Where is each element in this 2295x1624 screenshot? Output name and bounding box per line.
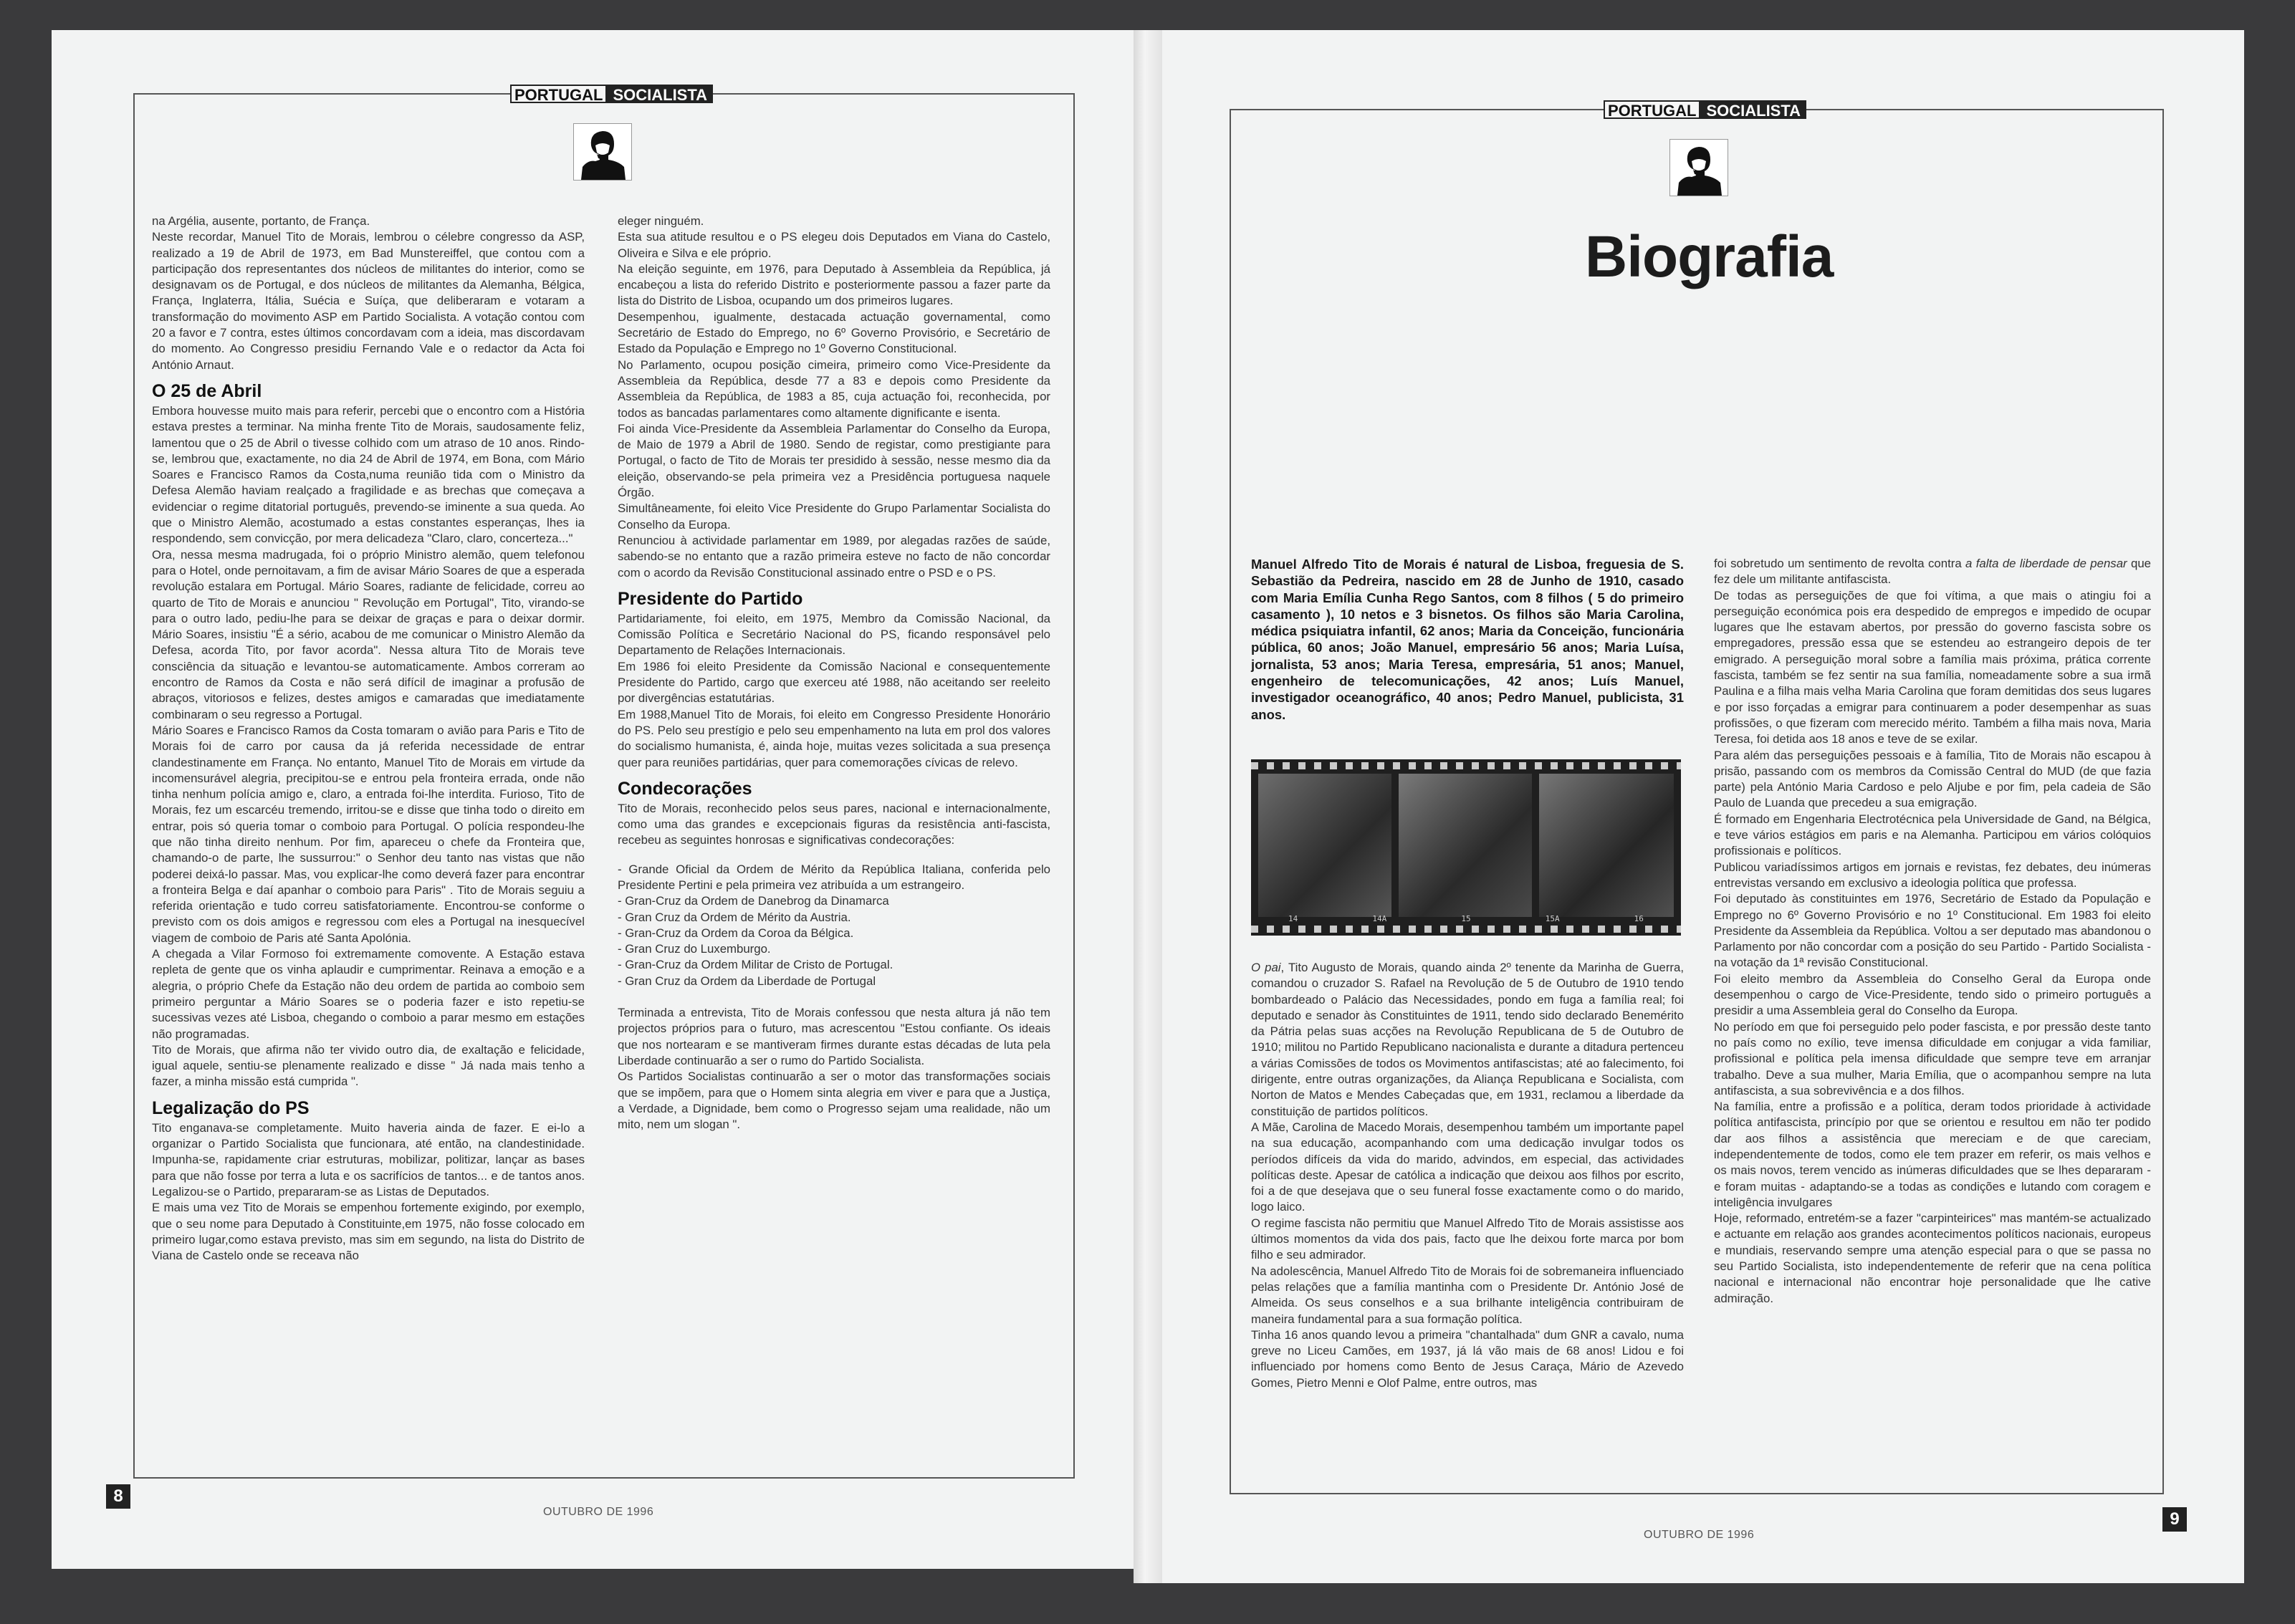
paragraph: Desempenhou, igualmente, destacada actuação governamental, como Secretário de Estado do Emprego, no 6º Governo Provisório, e Secretário de Estado da População e Emprego no 1º Governo Constitucional. xyxy=(618,309,1050,356)
emphasis: a falta de liberdade de pensar xyxy=(1965,557,2127,570)
paragraph: O regime fascista não permitiu que Manuel Alfredo Tito de Morais assistisse aos últimos momentos da vida dos pais, facto que lhe deixou forte marca por bom filho e seu admirador. xyxy=(1251,1216,1684,1262)
film-label: 14A xyxy=(1372,914,1387,923)
footer-date-left: OUTUBRO DE 1996 xyxy=(543,1506,654,1518)
award-item: - Gran Cruz do Luxemburgo. xyxy=(618,942,771,956)
footer-date-right: OUTUBRO DE 1996 xyxy=(1644,1529,1755,1541)
right-page-column-1 xyxy=(1251,960,1684,1497)
paragraph: Partidariamente, foi eleito, em 1975, Membro da Comissão Nacional, da Comissão Política e Secretário Nacional do PS, ficando responsável pelo Departamento de Relações Internacionais. xyxy=(618,611,1050,658)
section-heading: Presidente do Partido xyxy=(618,588,803,609)
paragraph: Publicou variadíssimos artigos em jornais e revistas, fez debates, deu inúmeras entrevistas versando em exclusivo a ideologia política que professa. xyxy=(1714,860,2151,890)
masthead-left xyxy=(510,85,713,103)
photo-frame xyxy=(1539,774,1674,917)
paragraph: Neste recordar, Manuel Tito de Morais, lembrou o célebre congresso da ASP, realizado a 19 de Abril de 1973, em Bad Munstereiffel, que contou com a participação dos representantes dos núcleos de militantes do interior, como se designavam os de Portugal, e dos núcleos de militantes da Alemanha, Bélgica, França, Inglaterra, Itália, Suécia e Suíça, que deliberaram e votaram a transformação do movimento ASP em Partido Socialista. A votação contou com 20 a favor e 7 contra, estes últimos concordavam com a ideia, mas discordavam do momento. Ao Congresso presidiu Fernando Vale e o redactor da Acta foi António Arnaut. xyxy=(152,230,585,372)
photo-frame xyxy=(1399,774,1532,917)
award-item: - Gran Cruz da Ordem da Liberdade de Portugal xyxy=(618,974,876,988)
paragraph: Esta sua atitude resultou e o PS elegeu dois Deputados em Viana do Castelo, Oliveira e Silva e ele próprio. xyxy=(618,230,1050,260)
film-label: 14 xyxy=(1288,914,1298,923)
paragraph: Ora, nessa mesma madrugada, foi o próprio Ministro alemão, quem telefonou para o Hotel, onde pernoitavam, a fim de avisar Mário Soares de que a esperada revolução estalara em Portugal. Mário Soares, radiante de felicidade, correu ao quarto de Tito de Morais e anunciou " Revolução em Portugal", Tito, virando-se para o outro lado, pediu-lhe para se deixar de graças e para o deixar dormir. Mário Soares, insistiu "É a sério, acabou de me comunicar o Ministro Alemão da Defesa, acorda Tito, por favor acorda". Nessa altura Tito de Morais teve consciência da situação e levantou-se automaticamente. Ambos correram ao encontro de Ramos da Costa e não será difícil de imaginar a profusão de abraços, vitoriosos e felizes, destes amigos e camaradas que imediatamente combinaram o seu regresso a Portugal. xyxy=(152,547,585,721)
section-heading: O 25 de Abril xyxy=(152,380,262,401)
masthead-portugal: PORTUGAL xyxy=(1604,100,1700,119)
page-number-left: 8 xyxy=(106,1484,130,1509)
paragraph: De todas as perseguições de que foi vítima, a que mais o atingiu foi a perseguição económica pois era despedido de empregos e impedido de ocupar lugares que lhe estavam abertos, por pressão do governo fascista sobre os empregadores, pressão essa que se estendeu ao estrangeiro depois de ter emigrado. A perseguição moral sobre a família mais próxima, prática corrente fascista, também se fez sentir na sua família, nomeadamente sobre a sua irmã Paulina e a filha mais velha Maria Carolina que foram demitidas dos seus lugares e por isso forçadas a emigrar para continuarem a poder desempenhar as suas profissões, o que fizeram com merecido mérito. Também a filha mais nova, Maria Teresa, foi detida aos 18 anos e teve de se exilar. xyxy=(1714,588,2151,746)
award-item: - Gran Cruz da Ordem de Mérito da Austria. xyxy=(618,910,851,924)
paragraph: Terminada a entrevista, Tito de Morais confessou que nesta altura já não tem projectos próprios para o futuro, mas acrescentou "Estou confiante. Os ideais que nos nortearam e se mantiveram firmes durante estas décadas de luta pela Liberdade continuarão a ser o rumo do Partido Socialista. xyxy=(618,1006,1050,1067)
paragraph xyxy=(1714,556,2151,588)
film-label: 16 xyxy=(1634,914,1644,923)
paragraph: E mais uma vez Tito de Morais se empenhou fortemente exigindo, por exemplo, que o seu nome para Deputado à Constituinte,em 1975, não fosse colocado em primeiro lugar,como estava previsto, mas sim em segundo, na lista do Distrito de Viana de Castelo onde se receava não xyxy=(152,1201,585,1263)
paragraph: A Mãe, Carolina de Macedo Morais, desempenhou também um importante papel na sua educação, acompanhando com uma dedicação invulgar todos os períodos difíceis da vida do marido, advindos, em especial, das actividades políticas deste. Apesar de católica a indicação que deixou aos filhos por escrito, foi a de que desejava que o seu funeral fosse exactamente como o do marido, logo laico. xyxy=(1251,1120,1684,1214)
masthead-socialista: SOCIALISTA xyxy=(607,85,713,103)
paragraph: É formado em Engenharia Electrotécnica pela Universidade de Gand, na Bélgica, e teve vários estágios em paris e na Alemanha. Participou em vários colóquios profissionais e políticos. xyxy=(1714,812,2151,858)
film-perforation xyxy=(1251,762,1681,769)
section-heading: Condecorações xyxy=(618,778,752,799)
paragraph: eleger ninguém. xyxy=(618,214,704,228)
award-item: - Gran-Cruz da Ordem Militar de Cristo de Portugal. xyxy=(618,958,893,972)
film-label: 15 xyxy=(1461,914,1471,923)
film-perforation xyxy=(1251,926,1681,933)
masthead-portugal: PORTUGAL xyxy=(510,85,607,103)
section-heading: Legalização do PS xyxy=(152,1097,310,1118)
paragraph: No período em que foi perseguido pelo poder fascista, e por pressão deste tanto no país como no exílio, teve imensa dificuldade em conjugar a vida familiar, profissional e política pela imensa dificuldade que sempre teve em arranjar trabalho. Deve a sua mulher, Maria Emília, que o acompanhou sempre na luta antifascista, a sua sobrevivência e a dos filhos. xyxy=(1714,1019,2151,1097)
page-number-right: 9 xyxy=(2162,1507,2187,1532)
paragraph: Em 1986 foi eleito Presidente da Comissão Nacional e consequentemente Presidente do Partido, cargo que exerceu até 1988, não aceitando ser reeleito por divergências estatutárias. xyxy=(618,659,1050,706)
award-item: - Grande Oficial da Ordem de Mérito da República Italiana, conferida pelo Presidente Pertini e pela primeira vez atribuída a um estrangeiro. xyxy=(618,862,1050,892)
paragraph xyxy=(1251,960,1684,1120)
paragraph: Na família, entre a profissão e a política, deram todos prioridade à actividade política antifascista, princípio por que se orientou e resultou em não ter podido dar aos filhos a assistência que mereciam e de que careciam, independentemente de todos, como ele tem prazer em referir, os mais velhos e os mais novos, terem vencido as inúmeras dificuldades que se lhes depararam - e foram muitas - adaptando-se a todas as condições e lutando com coragem e inteligência invulgares xyxy=(1714,1100,2151,1209)
emphasis: O pai xyxy=(1251,961,1281,974)
paragraph: na Argélia, ausente, portanto, de França. xyxy=(152,214,370,228)
paragraph: Simultâneamente, foi eleito Vice Presidente do Grupo Parlamentar Socialista do Conselho da Europa. xyxy=(618,501,1050,532)
left-page-column-2 xyxy=(618,213,1050,1474)
paragraph-text: que fez dele um militante antifascista. xyxy=(1714,557,2151,587)
paragraph: Tito de Morais, que afirma não ter vivido outro dia, de exaltação e felicidade, igual aquele, sentiu-se plenamente realizado e disse " Já nada mais tenho a fazer, a minha missão está cumprida ". xyxy=(152,1042,585,1089)
photo-frame xyxy=(1258,774,1391,917)
film-label: 15A xyxy=(1545,914,1560,923)
paragraph: Em 1988,Manuel Tito de Morais, foi eleito em Congresso Presidente Honorário do PS. Pelo seu prestígio e pelo seu empenhamento na luta em prol dos valores do socialismo humanista, é, ainda hoje, muitas vezes solicitada a sua presença quer para reuniões partidárias, quer para comemorações cívicas de relevo. xyxy=(618,707,1050,769)
paragraph: Para além das perseguições pessoais e à família, Tito de Morais não escapou à prisão, passando com os membros da Comissão Central do MUD (de que fazia parte) pela António Maria Cardoso e pelo Aljube e por fim, pela cadeia de São Paulo de Luanda que precedeu a sua emigração. xyxy=(1714,748,2151,810)
paragraph: Renunciou à actividade parlamentar em 1989, por alegadas razões de saúde, sabendo-se no entanto que a razão primeira esteve no facto de não concordar com o acordo da Revisão Constitucional assinado entre o PSD e o PS. xyxy=(618,533,1050,580)
masthead-right xyxy=(1604,100,1806,119)
paragraph: Tinha 16 anos quando levou a primeira "chantalhada" dum GNR a cavalo, numa greve no Liceu Camões, em 1937, já lá vão mais de 68 anos! Lidou e foi influenciado por homens como Bento de Jesus Caraça, Mário de Azevedo Gomes, Pietro Menni e Olof Palme, entre outros, mas xyxy=(1251,1327,1684,1390)
right-page-column-2 xyxy=(1714,556,2151,1487)
film-strip-photo xyxy=(1251,759,1681,936)
portrait-logo-left xyxy=(573,123,632,181)
film-labels xyxy=(1251,914,1681,924)
award-item: - Gran-Cruz da Ordem da Coroa da Bélgica. xyxy=(618,926,854,940)
paragraph: Foi deputado às constituintes em 1976, Secretário de Estado da População e Emprego no 6º Governo Provisório e no 1º Constitucional. Em 1983 foi eleito Presidente da Assembleia da República. Voltou a ser deputado mas abandonou o Parlamento por não concordar com a posição do seu Partido - Partido Socialista - na votação da 1ª revisão Constitucional. xyxy=(1714,892,2151,970)
paragraph-text: , Tito Augusto de Morais, quando ainda 2º tenente da Marinha de Guerra, comandou o cruzador S. Rafael na Revolução de 5 de Outubro de 1910 tendo bombardeado o Palácio das Necessidades, pondo em fuga a família real; foi deputado e senador às Constituintes de 1911, tendo sido declarado Benemérito da Pátria pelas suas acções na Revolução Republicana de 5 de Outubro de 1910; militou no Partido Republicano nacionalista e durante a ditadura pertenceu a várias Comissões de todos os Movimentos antifascistas; até ao falecimento, foi dirigente, entre outras organizações, da Aliança Republicana e Socialista, com Norton de Matos e Mendes Cabeçadas que, em 1931, reclamou a liberdade da constituição de partidos políticos. xyxy=(1251,961,1684,1118)
portrait-logo-right xyxy=(1669,139,1728,196)
page-title: Biografia xyxy=(1585,224,1834,289)
spine-gutter xyxy=(1134,30,1162,1583)
biography-intro: Manuel Alfredo Tito de Morais é natural de Lisboa, freguesia de S. Sebastião da Pedreira, nascido em 28 de Junho de 1910, casado com Maria Emília Cunha Rego Santos, com 8 filhos ( 5 do primeiro casamento ), 10 netos e 3 bisnetos. Os filhos são Maria Carolina, médica psiquiatra infantil, 62 anos; Maria da Conceição, funcionária pública, 60 anos; João Manuel, empresário 56 anos; Maria Luísa, jornalista, 53 anos; Maria Teresa, empresária, 51 anos; Manuel, engenheiro de telecomunicações, 42 anos; Luís Manuel, investigador oceanográfico, 40 anos; Pedro Manuel, publicista, 31 anos. xyxy=(1251,557,1684,722)
paragraph: Os Partidos Socialistas continuarão a ser o motor das transformações sociais que se impõem, para que o Homem sinta alegria em viver e para que a Justiça, a Verdade, a Dignidade, bem como o Progresso sejam uma realidade, não um mito, nem um slogan ". xyxy=(618,1070,1050,1132)
paragraph: No Parlamento, ocupou posição cimeira, primeiro como Vice-Presidente da Assembleia da República, desde 77 a 83 e depois como Presidente da Assembleia da República, de 1983 a 85, cuja actuação foi, reconhecida, por todos as bancadas parlamentares como altamente dignificante e isenta. xyxy=(618,357,1050,420)
paragraph: Foi eleito membro da Assembleia do Conselho Geral da Europa onde desempenhou o cargo de Vice-Presidente, tendo sido o primeiro português a presidir a uma Assembleia geral do Conselho da Europa. xyxy=(1714,971,2151,1018)
left-page-column-1 xyxy=(152,213,585,1474)
paragraph: Foi ainda Vice-Presidente da Assembleia Parlamentar do Conselho da Europa, de Maio de 1979 a Abril de 1980. Sendo de registar, como prestigiante para Portugal, o facto de Tito de Morais ter presidido à sessão, nesse mesmo dia da eleição, observando-se pela primeira vez a Presidência portuguesa naquele Órgão. xyxy=(618,421,1050,500)
paragraph: Tito enganava-se completamente. Muito haveria ainda de fazer. E ei-lo a organizar o Partido Socialista que funcionara, até então, na clandestinidade. Impunha-se, rapidamente criar estruturas, mobilizar, politizar, lançar as bases para que não fosse por terra a luta e os sacrifícios de tantos... e de tantos anos. Legalizou-se o Partido, prepararam-se as Listas de Deputados. xyxy=(152,1120,585,1198)
paragraph: Na eleição seguinte, em 1976, para Deputado à Assembleia da República, já encabeçou a lista do referido Distrito e posteriormente passou a fazer parte da lista do Distrito de Lisboa, ocupando um dos primeiros lugares. xyxy=(618,261,1050,308)
paragraph: Embora houvesse muito mais para referir, percebi que o encontro com a História estava prestes a terminar. Na minha frente Tito de Morais, saudosamente feliz, lamentou que o 25 de Abril o tivesse colhido com um atraso de 10 anos. Rindo-se, lembrou que, exactamente, no dia 24 de Abril de 1974, em Bona, com Mário Soares e Francisco Ramos da Costa,numa reunião tida com o Ministro da Defesa Alemão haviam realçado a fragilidade e as brechas que começava a evidenciar o regime ditatorial português, prevendo-se iminente a sua queda. Ao que o Ministro Alemão, acostumado a estas constantes esperanças, lhes ia respondendo, sem convicção, por mera delicadeza "Claro, claro, concerteza..." xyxy=(152,403,585,546)
paragraph: A chegada a Vilar Formoso foi extremamente comovente. A Estação estava repleta de gente que os vinha aplaudir e cumprimentar. Reinava a emoção e a alegria, o próprio Chefe da Estação não deu ordem de partida ao comboio sem primeiro perguntar a Mário Soares se o poderia fazer e isto repetiu-se sucessivas vezes até Lisboa, chegando o comboio a parar mesmo em estações não programadas. xyxy=(152,947,585,1041)
spacer xyxy=(618,849,1050,862)
paragraph: Na adolescência, Manuel Alfredo Tito de Morais foi de sobremaneira influenciado pelas relações que a família mantinha com o Presidente Dr. António José de Almeida. Os seus conselhos e a sua brilhante inteligência contribuiram de maneira fundamental para a sua formação política. xyxy=(1251,1264,1684,1326)
paragraph: Mário Soares e Francisco Ramos da Costa tomaram o avião para Paris e Tito de Morais foi de carro por causa da já referida necessidade de entrar clandestinamente em França. No entanto, Manuel Tito de Morais em virtude da incomensurável alegria, precipitou-se e entrou pela fronteira errada, onde não tinha nenhum polícia amigo e, claro, a entrada foi-lhe interdita. Furioso, Tito de Morais, fez um escarcéu tremendo, irritou-se e disse que tinha todo o direito em entrar, pois só queria tomar o comboio para Portugal. O polícia respondeu-lhe que não tinha direito nenhum. Por fim, apareceu o chefe da Fronteira que, chamando-o de parte, lhe sussurrou:" o Senhor deu tanto nas vistas que não poderei deixá-lo passar. Mas, vou explicar-lhe como deverá fazer para encontrar a fronteira Belga e daí apanhar o comboio para Paris" . Tito de Morais seguiu a referida orientação e tudo correu satisfatoriamente. Encontrou-se conforme o previsto com os dois amigos e regressou com eles a Portugal na inesquecível viagem de comboio de Paris até Santa Apolónia. xyxy=(152,723,585,945)
spacer xyxy=(618,989,1050,1005)
masthead-socialista: SOCIALISTA xyxy=(1700,100,1806,119)
award-item: - Gran-Cruz da Ordem de Danebrog da Dinamarca xyxy=(618,894,889,908)
paragraph: Hoje, reformado, entretém-se a fazer "carpinteirices" mas mantém-se actualizado e actuante em relação aos grandes acontecimentos políticos nacionais, europeus e mundiais, reservando sempre uma atenção especial para o que se passa no seu Partido Socialista, isto independentemente de referir que na cena política nacional e internacional não encontrar hoje personalidade que lhe cative admiração. xyxy=(1714,1211,2151,1305)
paragraph: Tito de Morais, reconhecido pelos seus pares, nacional e internacionalmente, como uma das grandes e excepcionais figuras da resistência anti-fascista, recebeu as seguintes honrosas e significativas condecorações: xyxy=(618,801,1050,847)
paragraph-text: foi sobretudo um sentimento de revolta contra xyxy=(1714,557,1966,570)
